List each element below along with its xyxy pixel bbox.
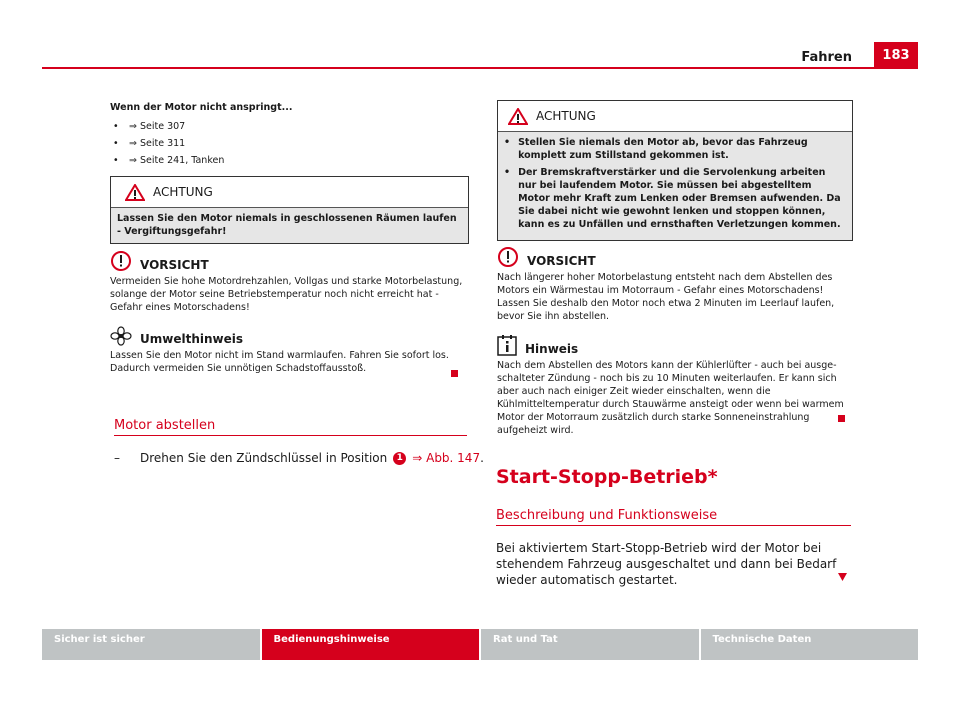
bullet-icon: •: [504, 167, 511, 178]
warning-body: [498, 132, 852, 240]
info-title: Hinweis: [525, 342, 579, 356]
caution-text: Nach längerer hoher Motorbelastung entsteht nach dem Abstellen des Motors ein Wärmestau im Motorraum - Gefahr eines Motorschadens! Lassen Sie deshalb den Motor noch etwa 2 Minuten im Leerlauf laufen, bevor Sie ihn abstellen.: [497, 272, 835, 322]
bullet-icon: •: [113, 138, 119, 149]
caution-title: VORSICHT: [527, 254, 596, 268]
list-item: [504, 166, 846, 231]
figure-link[interactable]: ⇒ Abb. 147: [412, 451, 481, 465]
tab-sicher-ist-sicher[interactable]: Sicher ist sicher: [42, 629, 260, 660]
section-end-marker: [838, 415, 845, 422]
info-notepad-icon: [497, 334, 517, 356]
tab-technische-daten[interactable]: Technische Daten: [701, 629, 919, 660]
caution-title: VORSICHT: [140, 258, 209, 272]
header-rule: [42, 67, 918, 69]
warning-title: ACHTUNG: [536, 109, 596, 123]
section-end-marker: [451, 370, 458, 377]
flower-environment-icon: [110, 326, 132, 346]
ref-link[interactable]: ⇒ Seite 307: [129, 121, 186, 132]
page-number: 183: [874, 42, 918, 68]
info-text: Nach dem Abstellen des Motors kann der Kühlerlüfter - auch bei ausgeschalteter Zündung - noch bis zu 10 Minuten weiterlaufen. Er kann sich aber auch nach einiger Zeit wieder einschalten, wenn die Kühlmitteltemperatur durch Stauwärme ansteigt oder wenn bei warmem Motor der Motorraum zusätzlich durch starke Sonneneinstrahlung aufgeheizt wird.: [497, 360, 844, 436]
bullet-icon: •: [504, 137, 511, 148]
tab-bedienungshinweise[interactable]: Bedienungshinweise: [262, 629, 480, 660]
step-end: .: [480, 451, 484, 465]
warning-triangle-icon: [508, 108, 528, 125]
reference-list: [113, 118, 224, 169]
step-text: Drehen Sie den Zündschlüssel in Position: [140, 451, 388, 465]
chapter-heading: Start-Stopp-Betrieb*: [496, 466, 718, 488]
warning-box-right: [497, 100, 853, 241]
caution-note: [110, 250, 467, 314]
environment-note: [110, 326, 467, 375]
bullet-icon: •: [113, 155, 119, 166]
warning-header: [498, 101, 852, 132]
continue-arrow-icon: [838, 573, 847, 582]
subsection-heading: Beschreibung und Funktionsweise: [496, 508, 718, 523]
caution-icon: [110, 250, 132, 272]
environment-text: Lassen Sie den Motor nicht im Stand warmlaufen. Fahren Sie sofort los. Dadurch vermeiden Sie unnötigen Schadstoffausstoß.: [110, 350, 449, 374]
warning-header: [111, 177, 468, 208]
warning-item-text: Stellen Sie niemals den Motor ab, bevor das Fahrzeug komplett zum Stillstand gekommen ist.: [518, 137, 808, 161]
list-item: [504, 136, 846, 162]
footer-navigation: [42, 629, 918, 660]
tab-rat-und-tat[interactable]: Rat und Tat: [481, 629, 699, 660]
intro-text: Bei aktiviertem Start-Stopp-Betrieb wird der Motor bei stehendem Fahrzeug ausgeschaltet und dann bei Bedarf wieder automatisch gestartet.: [496, 541, 837, 587]
section-rule: [114, 435, 467, 436]
chapter-title: Fahren: [801, 50, 852, 65]
warning-triangle-icon: [125, 184, 145, 201]
ref-link[interactable]: ⇒ Seite 311: [129, 138, 186, 149]
warning-title: ACHTUNG: [153, 185, 213, 199]
warning-box: [110, 176, 469, 244]
bullet-icon: •: [113, 121, 119, 132]
warning-item-text: Der Bremskraftverstärker und die Servolenkung arbeiten nur bei laufendem Motor. Sie müssen bei abgestelltem Motor mehr Kraft zum Lenken oder Bremsen aufwenden. Da Sie dabei nicht wie gewohnt lenken und stoppen können, kann es zu Unfällen und ernsthaften Verletzungen kommen.: [518, 167, 841, 230]
section-title-motor-abstellen: Motor abstellen: [114, 418, 216, 433]
environment-title: Umwelthinweis: [140, 332, 244, 346]
list-item[interactable]: [113, 152, 224, 169]
position-badge: 1: [393, 452, 406, 465]
instruction-step: [114, 450, 484, 466]
subsection-rule: [496, 525, 851, 526]
caution-icon: [497, 246, 519, 268]
step-dash: –: [114, 451, 120, 465]
caution-text: Vermeiden Sie hohe Motordrehzahlen, Vollgas und starke Motorbelastung, solange der Motor seine Betriebstemperatur noch nicht erreicht hat - Gefahr eines Motorschadens!: [110, 276, 463, 313]
heading-engine-not-starting: Wenn der Motor nicht anspringt...: [110, 102, 293, 113]
ref-link[interactable]: ⇒ Seite 241, Tanken: [129, 155, 225, 166]
list-item[interactable]: [113, 135, 224, 152]
list-item[interactable]: [113, 118, 224, 135]
caution-note-right: [497, 246, 851, 323]
info-note: [497, 334, 851, 437]
warning-text: Lassen Sie den Motor niemals in geschlossenen Räumen laufen - Vergiftungsgefahr!: [111, 208, 468, 243]
